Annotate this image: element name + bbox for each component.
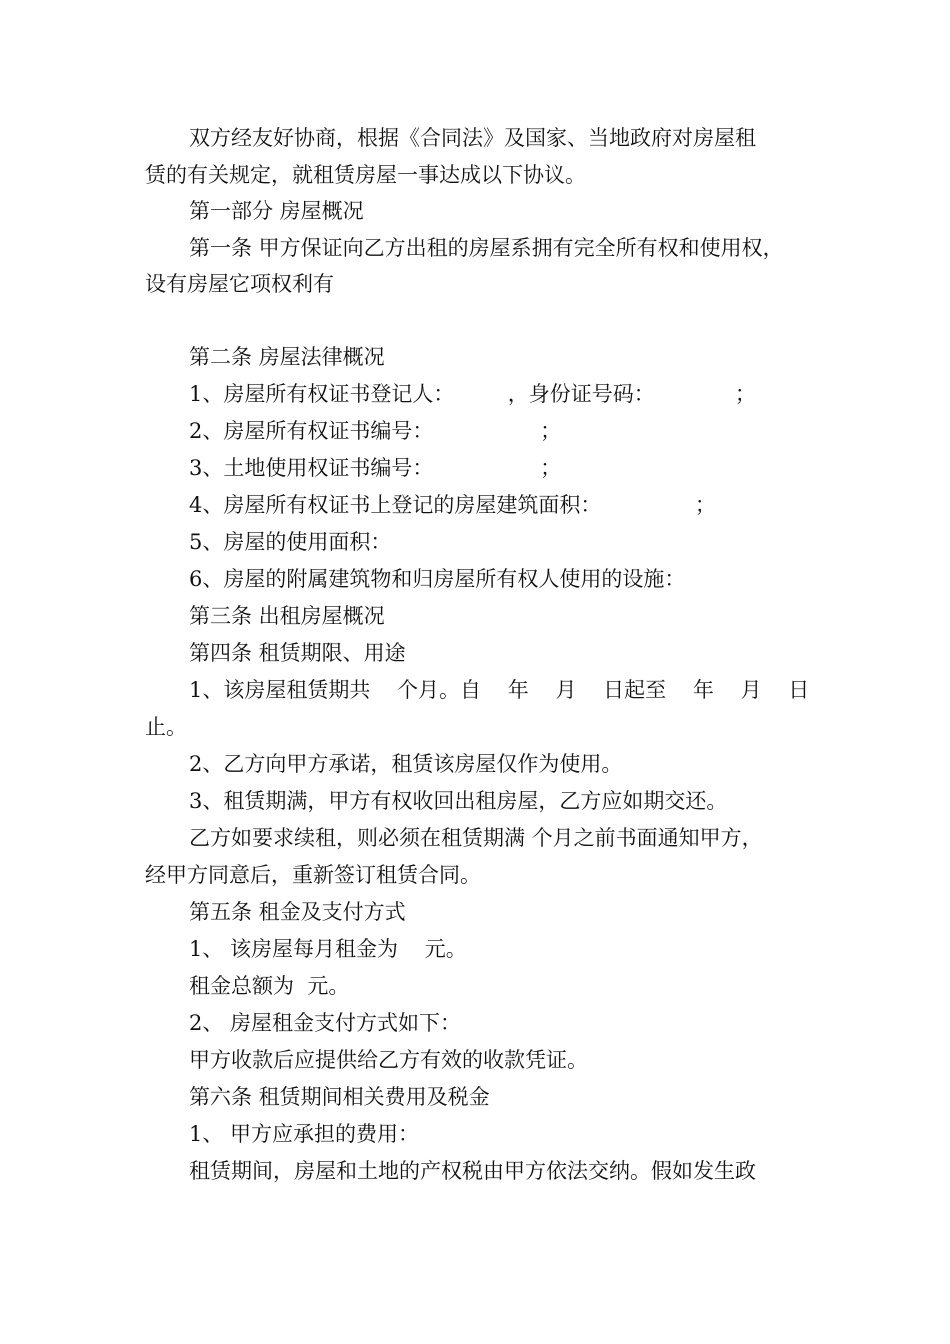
paragraph-line: 甲方收款后应提供给乙方有效的收款凭证。 [189,1048,588,1072]
article-heading: 第四条 租赁期限、用途 [189,641,406,665]
section-heading: 第一部分 房屋概况 [189,199,364,223]
paragraph-line: 乙方如要求续租，则必须在租赁期满 个月之前书面通知甲方， [189,826,763,850]
article-heading: 第五条 租金及支付方式 [189,900,406,924]
paragraph-line: 止。 [145,715,187,739]
list-item: 1、 甲方应承担的费用： [189,1122,420,1146]
paragraph-line: 设有房屋它项权利有 [145,272,334,296]
article-heading: 第一条 甲方保证向乙方出租的房屋系拥有完全所有权和使用权， [189,236,784,260]
list-item: 5、房屋的使用面积： [189,530,392,554]
list-item: 2、 房屋租金支付方式如下： [189,1011,462,1035]
paragraph-line: 租赁期间，房屋和土地的产权税由甲方依法交纳。假如发生政 [189,1159,756,1183]
paragraph-line: 经甲方同意后，重新签订租赁合同。 [145,863,481,887]
list-item: 1、 该房屋每月租金为 元。 [189,937,467,961]
paragraph-line: 赁的有关规定，就租赁房屋一事达成以下协议。 [145,163,586,187]
article-heading: 第二条 房屋法律概况 [189,345,385,369]
list-item: 6、房屋的附属建筑物和归房屋所有权人使用的设施： [189,567,686,591]
list-item: 1、该房屋租赁期共 个月。自 年 月 日起至 年 月 日 [189,678,810,702]
list-item: 2、乙方向甲方承诺，租赁该房屋仅作为使用。 [189,752,623,776]
list-item: 1、房屋所有权证书登记人： ，身份证号码： ； [189,382,756,406]
list-item: 3、租赁期满，甲方有权收回出租房屋，乙方应如期交还。 [189,789,728,813]
paragraph-line: 双方经友好协商，根据《合同法》及国家、当地政府对房屋租 [189,126,756,150]
list-item: 4、房屋所有权证书上登记的房屋建筑面积： ； [189,493,716,517]
article-heading: 第三条 出租房屋概况 [189,604,385,628]
list-item: 3、土地使用权证书编号： ； [189,456,562,480]
list-item: 2、房屋所有权证书编号： ； [189,419,562,443]
article-heading: 第六条 租赁期间相关费用及税金 [189,1085,490,1109]
paragraph-line: 租金总额为 元。 [189,974,350,998]
